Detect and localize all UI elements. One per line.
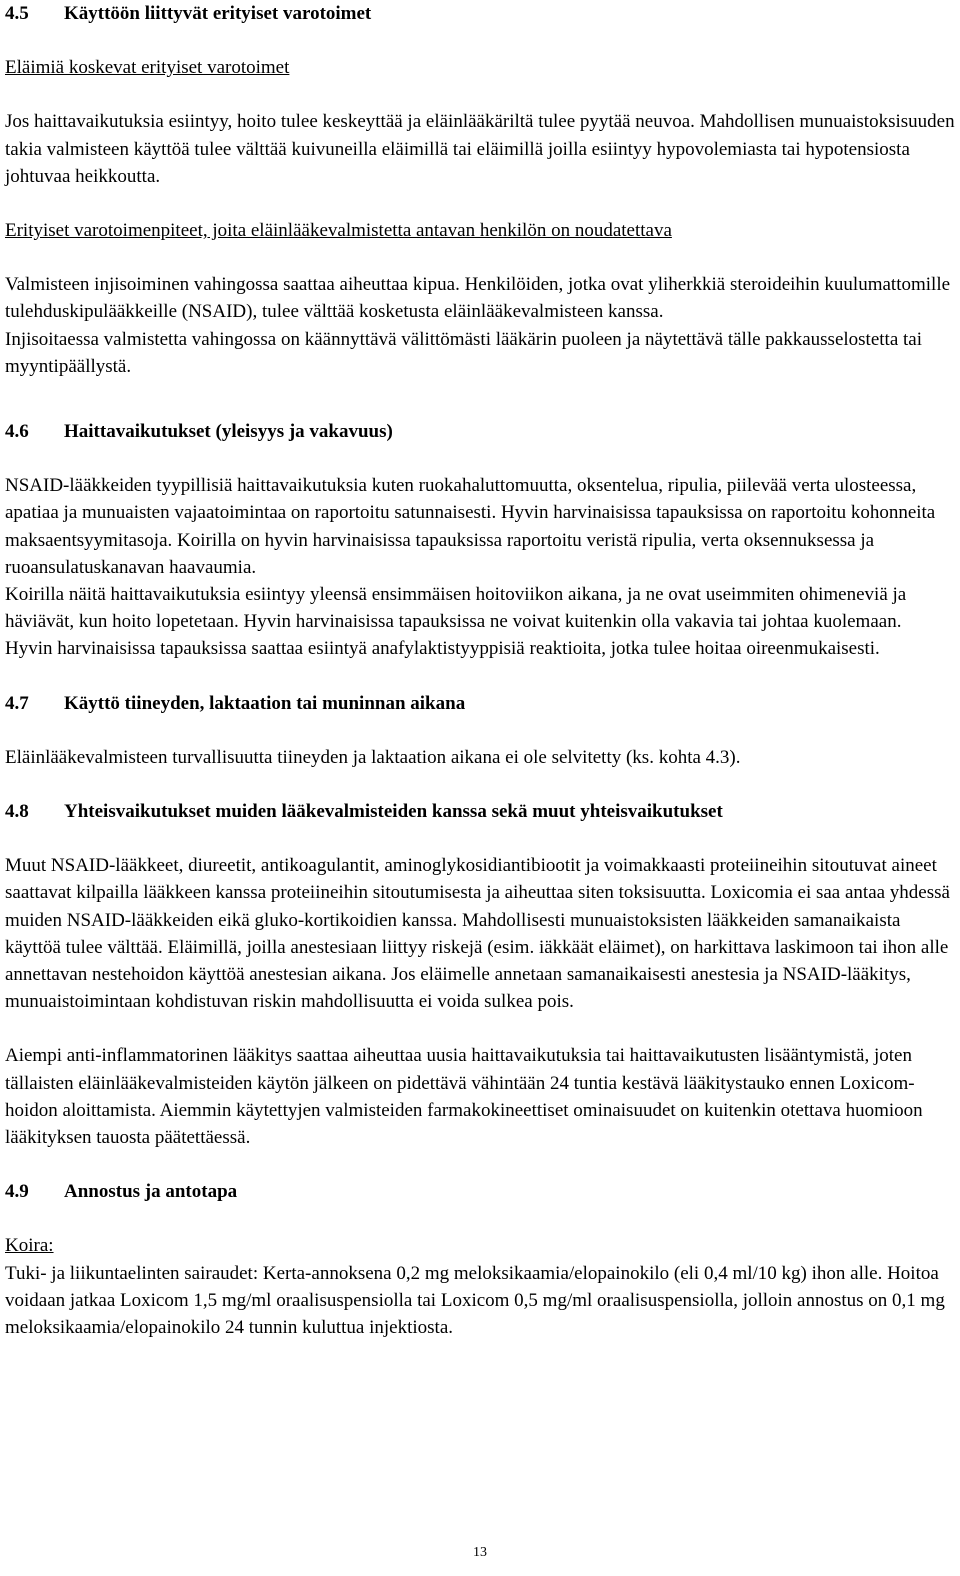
page-number: 13 bbox=[473, 1545, 487, 1560]
section-number: 4.5 bbox=[5, 3, 29, 24]
section-number: 4.9 bbox=[5, 1181, 29, 1203]
paragraph: Muut NSAID-lääkkeet, diureetit, antikoagulantit, aminoglykosidiantibiootit ja voimakkaasti proteiineihin sitoutuvat aineet saattavat kilpailla lääkkeen kanssa proteiineihin sitoutumisesta ja aiheuttaa siten toksisuutta. Loxicomia ei saa antaa yhdessä muiden NSAID-lääkkeiden eikä gluko-kortikoidien kanssa. Mahdollisesti munuaistoksisten lääkkeiden samanaikaista käyttöä tulee välttää. Eläimillä, joilla anestesiaan liittyy riskejä (esim. iäkkäät eläimet), on harkittava laskimoon tai ihon alle annettavan nestehoidon käyttöä anestesian aikana. Jos eläimelle annetaan samanaikaisesti anestesia ja NSAID-lääkitys, munuaistoimintaan kohdistuvan riskin mahdollisuutta ei voida sulkea pois. bbox=[5, 855, 950, 1013]
paragraph: Hyvin harvinaisissa tapauksissa saattaa esiintyä anafylaktistyyppisiä reaktioita, jotka tulee hoitaa oireenmukaisesti. bbox=[5, 638, 880, 660]
section-number: 4.8 bbox=[5, 801, 29, 823]
section-heading-4-9 bbox=[5, 1178, 955, 1205]
section-heading-4-7 bbox=[5, 690, 955, 717]
section-number: 4.6 bbox=[5, 421, 29, 443]
section-heading-4-6 bbox=[5, 418, 955, 445]
subheading-animal-precautions: Eläimiä koskevat erityiset varotoimet bbox=[5, 57, 290, 79]
paragraph: Tuki- ja liikuntaelinten sairaudet: Kerta-annoksena 0,2 mg meloksikaamia/elopainokilo (eli 0,4 ml/10 kg) ihon alle. Hoitoa voidaan jatkaa Loxicom 1,5 mg/ml oraalisuspensiolla tai Loxicom 0,5 mg/ml oraalisuspensiolla, jolloin annostus on 0,1 mg meloksikaamia/elopainokilo 24 tunnin kuluttua injektiosta. bbox=[5, 1262, 945, 1339]
subheading-administrator-precautions: Erityiset varotoimenpiteet, joita eläinlääkevalmistetta antavan henkilön on noudatettava bbox=[5, 220, 672, 241]
paragraph: Jos haittavaikutuksia esiintyy, hoito tulee keskeyttää ja eläinlääkäriltä tulee pyytää neuvoa. Mahdollisen munuaistoksisuuden takia valmisteen käyttöä tulee välttää kuivuneilla eläimillä tai eläimillä joilla esiintyy hypovolemiasta tai hypotensiosta johtuvaa heikkoutta. bbox=[5, 111, 955, 187]
paragraph: Injisoitaessa valmistetta vahingossa on käännyttävä välittömästi lääkärin puoleen ja näytettävä tälle pakkausselostetta tai myyntipäällystä. bbox=[5, 328, 922, 377]
paragraph: NSAID-lääkkeiden tyypillisiä haittavaikutuksia kuten ruokahaluttomuutta, oksentelua, ripulia, piilevää verta ulosteessa, apatiaa ja munuaisten vajaatoimintaa on raportoitu satunnaisesti. Hyvin harvinaisissa tapauksissa on raportoitu kohonneita maksaentsyymitasoja. Koirilla on hyvin harvinaisissa tapauksissa raportoitu veristä ripulia, verta oksennuksessa ja ruoansulatuskanavan haavaumia. bbox=[5, 475, 936, 578]
subheading-dog: Koira: bbox=[5, 1235, 54, 1257]
paragraph: Eläinlääkevalmisteen turvallisuutta tiineyden ja laktaation aikana ei ole selvitetty (ks. kohta 4.3). bbox=[5, 746, 741, 768]
paragraph: Aiempi anti-inflammatorinen lääkitys saattaa aiheuttaa uusia haittavaikutuksia tai haittavaikutusten lisääntymistä, joten tällaisten eläinlääkevalmisteiden käytön jälkeen on pidettävä vähintään 24 tuntia kestävä lääkitystauko ennen Loxicom-hoidon aloittamista. Aiemmin käytettyjen valmisteiden farmakokineettiset ominaisuudet on kuitenkin otettava huomioon lääkityksen tauosta päätettäessä. bbox=[5, 1045, 923, 1149]
document-page bbox=[5, 0, 955, 1341]
section-title: Käyttöön liittyvät erityiset varotoimet bbox=[64, 3, 372, 24]
section-title: Annostus ja antotapa bbox=[64, 1181, 238, 1203]
section-title: Yhteisvaikutukset muiden lääkevalmisteiden kanssa sekä muut yhteisvaikutukset bbox=[64, 801, 723, 823]
paragraph: Valmisteen injisoiminen vahingossa saattaa aiheuttaa kipua. Henkilöiden, jotka ovat yliherkkiä steroideihin kuulumattomille tulehduskipulääkkeille (NSAID), tulee välttää kosketusta eläinlääkevalmisteen kanssa. bbox=[5, 274, 951, 323]
paragraph: Koirilla näitä haittavaikutuksia esiintyy yleensä ensimmäisen hoitoviikon aikana, ja ne ovat useimmiten ohimeneviä ja häviävät, kun hoito lopetetaan. Hyvin harvinaisissa tapauksissa ne voivat kuitenkin olla vakavia tai johtaa kuolemaan. bbox=[5, 584, 907, 633]
section-title: Käyttö tiineyden, laktaation tai muninnan aikana bbox=[64, 692, 466, 714]
section-heading-4-8 bbox=[5, 798, 955, 825]
section-heading-4-5 bbox=[5, 0, 955, 27]
section-number: 4.7 bbox=[5, 692, 29, 714]
section-title: Haittavaikutukset (yleisyys ja vakavuus) bbox=[64, 421, 393, 443]
